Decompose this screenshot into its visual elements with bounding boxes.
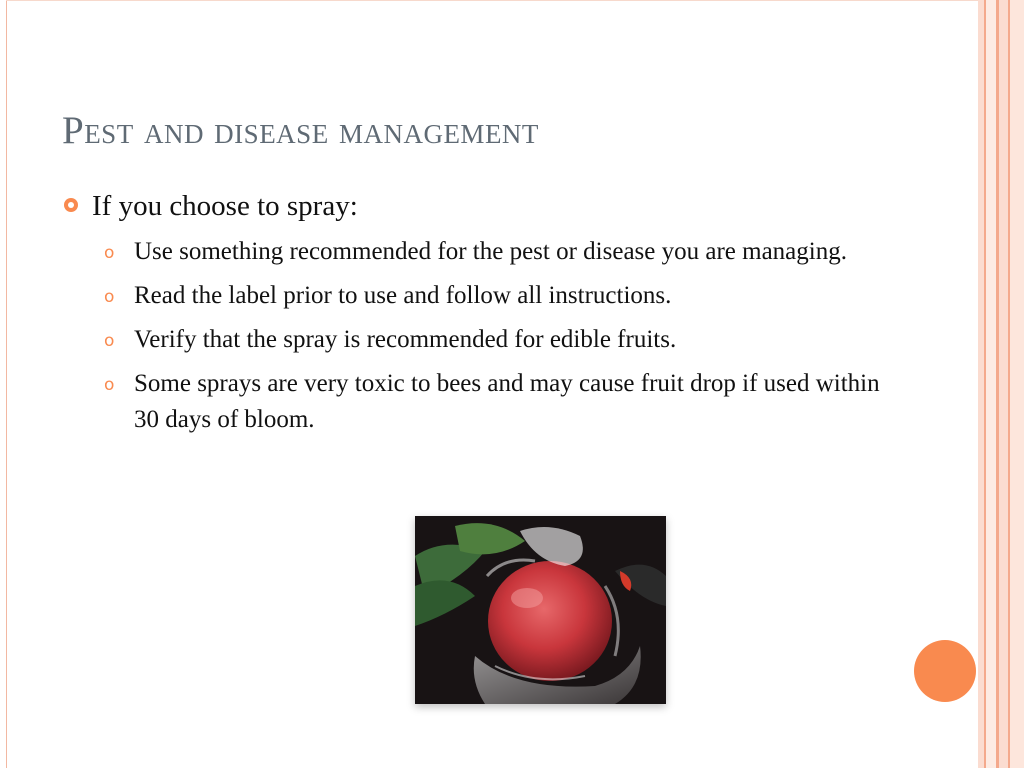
stripe [999, 0, 1008, 768]
bullet-item [62, 188, 922, 224]
circle-bullet-icon: o [104, 287, 115, 307]
sub-bullet-item [104, 234, 894, 270]
slide-frame-top-line [6, 0, 1024, 1]
slide-content [62, 188, 922, 446]
circle-bullet-icon: o [104, 243, 115, 263]
circle-bullet-icon: o [104, 331, 115, 351]
bagged-apple-photo [415, 516, 666, 704]
circle-bullet-icon: o [104, 375, 115, 395]
slide-title: Pest and disease management [62, 109, 539, 152]
sub-bullet-list [62, 234, 922, 438]
stripe [986, 0, 996, 768]
orange-ring-bullet-icon [64, 198, 78, 212]
sub-bullet-item [104, 366, 894, 438]
sub-bullet-text: Use something recommended for the pest or disease you are managing. [134, 238, 847, 265]
sub-bullet-text: Some sprays are very toxic to bees and may cause fruit drop if used within 30 days of bloom. [134, 370, 880, 433]
sub-bullet-text: Read the label prior to use and follow all instructions. [134, 282, 672, 309]
stripe [1010, 0, 1024, 768]
decorative-orange-circle [914, 640, 976, 702]
sub-bullet-text: Verify that the spray is recommended for edible fruits. [134, 326, 677, 353]
bullet-text: If you choose to spray: [92, 190, 358, 222]
slide-frame-left-line [6, 0, 7, 768]
sub-bullet-item [104, 278, 894, 314]
sub-bullet-item [104, 322, 894, 358]
